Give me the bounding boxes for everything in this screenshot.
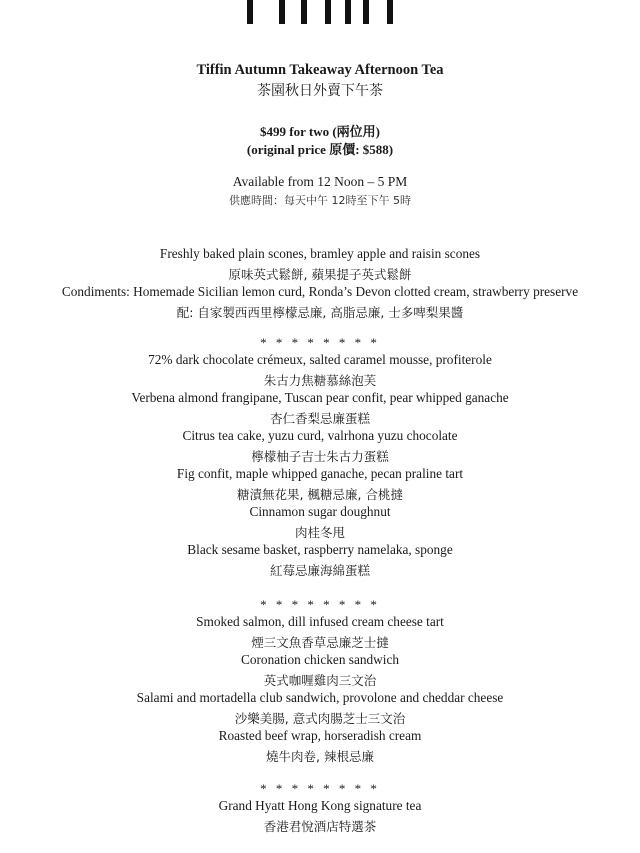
menu-item-en: Freshly baked plain scones, bramley apple and raisin scones bbox=[159, 246, 481, 261]
menu-item-en: Coronation chicken sandwich bbox=[240, 652, 400, 667]
menu-item-zh: 英式咖喱雞肉三文治 bbox=[263, 673, 377, 688]
menu-item-en: Smoked salmon, dill infused cream cheese tart bbox=[196, 614, 444, 629]
section-separator: * * * * * * * * bbox=[260, 781, 380, 796]
menu-item-zh: 燒牛肉卷, 辣根忌廉 bbox=[266, 749, 374, 764]
section-separator: * * * * * * * * bbox=[260, 597, 380, 612]
tiffin-logo bbox=[0, 0, 640, 26]
menu-item-en: Verbena almond frangipane, Tuscan pear confit, pear whipped ganache bbox=[131, 390, 509, 405]
menu-item-zh: 檸檬柚子吉士朱古力蛋糕 bbox=[251, 449, 389, 464]
menu-item-zh: 肉桂冬甩 bbox=[294, 525, 345, 540]
section-separator: * * * * * * * * bbox=[260, 335, 380, 350]
logo-graphic bbox=[245, 0, 395, 26]
menu-item-zh: 杏仁香梨忌廉蛋糕 bbox=[269, 411, 370, 426]
menu-item-en: Grand Hyatt Hong Kong signature tea bbox=[218, 798, 422, 813]
menu-item-en: Citrus tea cake, yuzu curd, valrhona yuzu chocolate bbox=[182, 428, 458, 443]
menu-item-en: Roasted beef wrap, horseradish cream bbox=[218, 728, 422, 743]
menu-item-en: 72% dark chocolate crémeux, salted caramel mousse, profiterole bbox=[148, 352, 492, 367]
menu-title-en: Tiffin Autumn Takeaway Afternoon Tea bbox=[196, 62, 444, 78]
menu-item-en: Cinnamon sugar doughnut bbox=[249, 504, 391, 519]
menu-item-zh: 沙樂美腸, 意式肉腸芝士三文治 bbox=[234, 711, 406, 726]
menu-item-zh: 朱古力焦糖慕絲泡芙 bbox=[263, 373, 377, 388]
menu-title-zh: 茶園秋日外賣下午茶 bbox=[257, 83, 383, 99]
menu-item-zh: 原味英式鬆餅, 蘋果提子英式鬆餅 bbox=[228, 267, 412, 282]
original-price-line: (original price 原價: $588) bbox=[246, 142, 394, 157]
menu-item-zh: 紅莓忌廉海綿蛋糕 bbox=[269, 563, 370, 578]
availability-en: Available from 12 Noon – 5 PM bbox=[232, 174, 408, 189]
price-line: $499 for two (兩位用) bbox=[260, 124, 380, 139]
menu-item-zh: 配: 自家製西西里檸檬忌廉, 高脂忌廉, 士多啤梨果醬 bbox=[176, 305, 464, 320]
menu-item-en: Condiments: Homemade Sicilian lemon curd, Ronda’s Devon clotted cream, strawberry preserve bbox=[61, 284, 579, 299]
menu-item-zh: 糖漬無花果, 楓糖忌廉, 合桃撻 bbox=[237, 487, 403, 502]
menu-item-zh: 香港君悅酒店特選茶 bbox=[263, 819, 377, 834]
menu-item-en: Black sesame basket, raspberry namelaka, sponge bbox=[187, 542, 453, 557]
availability-zh: 供應時間：每天中午 12時至下午 5時 bbox=[229, 194, 411, 207]
menu-item-en: Fig confit, maple whipped ganache, pecan praline tart bbox=[176, 466, 464, 481]
menu-item-zh: 煙三文魚香草忌廉芝士撻 bbox=[251, 635, 389, 650]
menu-item-en: Salami and mortadella club sandwich, provolone and cheddar cheese bbox=[136, 690, 504, 705]
